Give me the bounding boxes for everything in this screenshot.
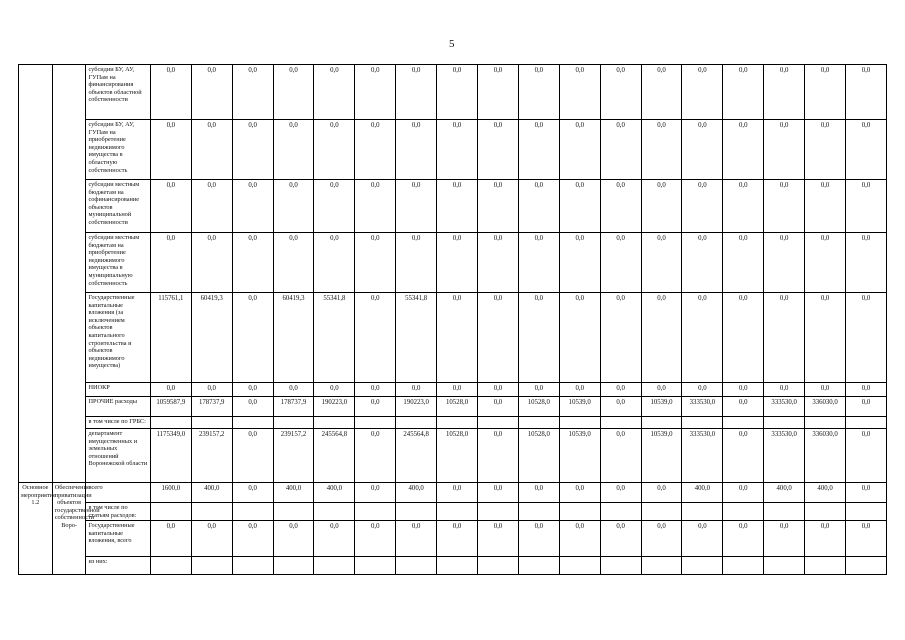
- value-cell: 400,0: [314, 483, 355, 503]
- value-cell: 0,0: [641, 293, 682, 383]
- value-cell: 0,0: [764, 521, 805, 557]
- value-cell: [723, 557, 764, 575]
- value-cell: 10539,0: [559, 397, 600, 417]
- value-cell: 0,0: [478, 65, 519, 120]
- value-cell: 0,0: [150, 180, 191, 233]
- empty-merged-cell: [52, 65, 86, 483]
- value-cell: 0,0: [600, 483, 641, 503]
- value-cell: 0,0: [437, 65, 478, 120]
- value-cell: 0,0: [846, 65, 887, 120]
- row-label: субсидии БУ, АУ, ГУПам на финансирования объектов областной собственности: [86, 65, 150, 120]
- value-cell: 0,0: [723, 383, 764, 397]
- row-label: в том числе по ГРБС:: [86, 417, 150, 429]
- value-cell: [682, 503, 723, 521]
- value-cell: 10539,0: [559, 429, 600, 483]
- value-cell: [723, 417, 764, 429]
- value-cell: 0,0: [559, 120, 600, 180]
- value-cell: 0,0: [764, 233, 805, 293]
- value-cell: 0,0: [559, 521, 600, 557]
- value-cell: 400,0: [682, 483, 723, 503]
- value-cell: 400,0: [805, 483, 846, 503]
- value-cell: 0,0: [232, 521, 273, 557]
- value-cell: 0,0: [437, 180, 478, 233]
- value-cell: 0,0: [518, 120, 559, 180]
- value-cell: 1059587,9: [150, 397, 191, 417]
- value-cell: 333530,0: [682, 397, 723, 417]
- value-cell: 0,0: [600, 397, 641, 417]
- value-cell: 0,0: [641, 233, 682, 293]
- value-cell: 0,0: [846, 429, 887, 483]
- value-cell: 0,0: [232, 397, 273, 417]
- value-cell: 190223,0: [396, 397, 437, 417]
- value-cell: 0,0: [764, 65, 805, 120]
- value-cell: [150, 557, 191, 575]
- value-cell: 239157,2: [273, 429, 314, 483]
- value-cell: 0,0: [682, 65, 723, 120]
- value-cell: 239157,2: [191, 429, 232, 483]
- row-label: из них:: [86, 557, 150, 575]
- value-cell: [559, 417, 600, 429]
- value-cell: 178737,9: [191, 397, 232, 417]
- value-cell: 0,0: [273, 383, 314, 397]
- value-cell: 0,0: [518, 521, 559, 557]
- value-cell: 0,0: [723, 65, 764, 120]
- activity-label: Основное мероприятие 1.2: [19, 483, 53, 575]
- value-cell: 10528,0: [518, 397, 559, 417]
- activity-name: Обеспечение приватизации объектов государственной собственности Воро-: [52, 483, 86, 575]
- value-cell: 0,0: [437, 483, 478, 503]
- value-cell: [600, 557, 641, 575]
- value-cell: [273, 557, 314, 575]
- value-cell: 10528,0: [518, 429, 559, 483]
- value-cell: [232, 557, 273, 575]
- value-cell: 245564,8: [396, 429, 437, 483]
- value-cell: [518, 503, 559, 521]
- value-cell: 0,0: [437, 233, 478, 293]
- value-cell: 0,0: [355, 521, 396, 557]
- value-cell: 0,0: [355, 483, 396, 503]
- value-cell: 10539,0: [641, 429, 682, 483]
- value-cell: 0,0: [437, 120, 478, 180]
- value-cell: [314, 503, 355, 521]
- value-cell: 0,0: [846, 521, 887, 557]
- table-row: [19, 233, 887, 293]
- value-cell: 0,0: [559, 483, 600, 503]
- value-cell: [764, 557, 805, 575]
- value-cell: 0,0: [723, 397, 764, 417]
- table-row: [19, 65, 887, 120]
- value-cell: 0,0: [478, 429, 519, 483]
- value-cell: [191, 417, 232, 429]
- value-cell: 0,0: [723, 120, 764, 180]
- value-cell: 0,0: [641, 383, 682, 397]
- value-cell: [150, 503, 191, 521]
- value-cell: 0,0: [559, 293, 600, 383]
- value-cell: 0,0: [355, 429, 396, 483]
- value-cell: [518, 557, 559, 575]
- row-label: в том числе по статьям расходов:: [86, 503, 150, 521]
- value-cell: 0,0: [314, 65, 355, 120]
- value-cell: [273, 417, 314, 429]
- value-cell: 178737,9: [273, 397, 314, 417]
- value-cell: 0,0: [396, 180, 437, 233]
- value-cell: 0,0: [273, 65, 314, 120]
- value-cell: 0,0: [232, 483, 273, 503]
- value-cell: 0,0: [846, 397, 887, 417]
- value-cell: 0,0: [641, 180, 682, 233]
- value-cell: 55341,8: [396, 293, 437, 383]
- value-cell: 0,0: [846, 233, 887, 293]
- row-label: субсидии местным бюджетам на софинансирование объектов муниципальной собственности: [86, 180, 150, 233]
- value-cell: 115761,1: [150, 293, 191, 383]
- value-cell: [396, 503, 437, 521]
- value-cell: 55341,8: [314, 293, 355, 383]
- table-row: [19, 521, 887, 557]
- value-cell: 0,0: [559, 65, 600, 120]
- value-cell: 0,0: [232, 383, 273, 397]
- value-cell: 0,0: [846, 383, 887, 397]
- value-cell: 0,0: [682, 293, 723, 383]
- value-cell: 0,0: [273, 180, 314, 233]
- value-cell: 0,0: [559, 383, 600, 397]
- value-cell: 0,0: [805, 180, 846, 233]
- value-cell: [559, 503, 600, 521]
- value-cell: 0,0: [150, 521, 191, 557]
- value-cell: [314, 557, 355, 575]
- value-cell: 0,0: [150, 233, 191, 293]
- value-cell: 0,0: [478, 397, 519, 417]
- value-cell: 0,0: [846, 120, 887, 180]
- value-cell: 0,0: [355, 383, 396, 397]
- value-cell: 0,0: [355, 397, 396, 417]
- value-cell: 0,0: [682, 383, 723, 397]
- value-cell: [846, 417, 887, 429]
- value-cell: [805, 417, 846, 429]
- value-cell: 0,0: [723, 521, 764, 557]
- value-cell: 0,0: [232, 429, 273, 483]
- value-cell: 0,0: [232, 65, 273, 120]
- value-cell: [478, 417, 519, 429]
- value-cell: [518, 417, 559, 429]
- row-label: всего: [86, 483, 150, 503]
- value-cell: 0,0: [314, 120, 355, 180]
- value-cell: [682, 557, 723, 575]
- value-cell: [232, 417, 273, 429]
- value-cell: 0,0: [518, 65, 559, 120]
- empty-merged-cell: [19, 65, 53, 483]
- value-cell: [764, 503, 805, 521]
- value-cell: 0,0: [600, 65, 641, 120]
- value-cell: 0,0: [805, 65, 846, 120]
- value-cell: [805, 557, 846, 575]
- value-cell: 0,0: [314, 180, 355, 233]
- value-cell: 0,0: [396, 65, 437, 120]
- value-cell: 0,0: [191, 120, 232, 180]
- value-cell: 0,0: [518, 180, 559, 233]
- value-cell: [396, 557, 437, 575]
- row-label: ПРОЧИЕ расходы: [86, 397, 150, 417]
- value-cell: 0,0: [273, 120, 314, 180]
- value-cell: 0,0: [805, 293, 846, 383]
- value-cell: 333530,0: [682, 429, 723, 483]
- value-cell: [355, 557, 396, 575]
- value-cell: 0,0: [600, 293, 641, 383]
- value-cell: 0,0: [518, 293, 559, 383]
- value-cell: 10528,0: [437, 397, 478, 417]
- value-cell: 0,0: [191, 180, 232, 233]
- value-cell: 0,0: [723, 483, 764, 503]
- value-cell: 0,0: [600, 120, 641, 180]
- value-cell: 0,0: [559, 233, 600, 293]
- value-cell: 0,0: [314, 521, 355, 557]
- value-cell: 1600,0: [150, 483, 191, 503]
- table-row: [19, 383, 887, 397]
- row-label: субсидии БУ, АУ, ГУПам на приобретение недвижимого имущества в областную собственность: [86, 120, 150, 180]
- value-cell: 0,0: [150, 120, 191, 180]
- value-cell: 0,0: [273, 233, 314, 293]
- row-label: департамент имущественных и земельных отношений Воронежской области: [86, 429, 150, 483]
- value-cell: 0,0: [478, 180, 519, 233]
- value-cell: [437, 503, 478, 521]
- value-cell: 0,0: [437, 383, 478, 397]
- value-cell: 0,0: [682, 233, 723, 293]
- value-cell: [478, 557, 519, 575]
- value-cell: [682, 417, 723, 429]
- value-cell: 0,0: [478, 293, 519, 383]
- value-cell: [723, 503, 764, 521]
- value-cell: 0,0: [600, 383, 641, 397]
- value-cell: 0,0: [355, 65, 396, 120]
- value-cell: 0,0: [191, 65, 232, 120]
- value-cell: [600, 417, 641, 429]
- value-cell: [846, 557, 887, 575]
- value-cell: 0,0: [641, 120, 682, 180]
- table-row: [19, 503, 887, 521]
- value-cell: 0,0: [150, 383, 191, 397]
- table-row: [19, 397, 887, 417]
- value-cell: 0,0: [191, 233, 232, 293]
- value-cell: 10539,0: [641, 397, 682, 417]
- value-cell: 0,0: [764, 293, 805, 383]
- value-cell: 333530,0: [764, 429, 805, 483]
- row-label: субсидии местным бюджетам на приобретение недвижимого имущества в муниципальную собственность: [86, 233, 150, 293]
- value-cell: 0,0: [518, 483, 559, 503]
- value-cell: 0,0: [723, 429, 764, 483]
- value-cell: 0,0: [600, 429, 641, 483]
- value-cell: [191, 557, 232, 575]
- value-cell: [150, 417, 191, 429]
- value-cell: 0,0: [355, 233, 396, 293]
- value-cell: [478, 503, 519, 521]
- value-cell: 0,0: [518, 233, 559, 293]
- table-row: [19, 180, 887, 233]
- value-cell: 10528,0: [437, 429, 478, 483]
- value-cell: [559, 557, 600, 575]
- value-cell: 0,0: [600, 180, 641, 233]
- value-cell: 1175349,0: [150, 429, 191, 483]
- value-cell: 0,0: [437, 521, 478, 557]
- value-cell: 400,0: [273, 483, 314, 503]
- value-cell: 0,0: [478, 383, 519, 397]
- value-cell: 0,0: [805, 383, 846, 397]
- value-cell: 0,0: [805, 120, 846, 180]
- table-row: [19, 483, 887, 503]
- value-cell: 0,0: [805, 233, 846, 293]
- value-cell: 0,0: [846, 483, 887, 503]
- value-cell: 0,0: [355, 120, 396, 180]
- budget-table: [18, 64, 887, 575]
- value-cell: 0,0: [232, 233, 273, 293]
- value-cell: 0,0: [805, 521, 846, 557]
- value-cell: 400,0: [191, 483, 232, 503]
- value-cell: 0,0: [478, 483, 519, 503]
- value-cell: [805, 503, 846, 521]
- table-row: [19, 120, 887, 180]
- value-cell: [641, 557, 682, 575]
- value-cell: 0,0: [600, 521, 641, 557]
- value-cell: [273, 503, 314, 521]
- value-cell: 0,0: [764, 180, 805, 233]
- value-cell: 0,0: [641, 483, 682, 503]
- value-cell: [314, 417, 355, 429]
- value-cell: 190223,0: [314, 397, 355, 417]
- value-cell: 0,0: [396, 233, 437, 293]
- value-cell: [764, 417, 805, 429]
- value-cell: 0,0: [682, 521, 723, 557]
- value-cell: 400,0: [764, 483, 805, 503]
- value-cell: 0,0: [273, 521, 314, 557]
- value-cell: 0,0: [396, 383, 437, 397]
- value-cell: 0,0: [846, 293, 887, 383]
- value-cell: [232, 503, 273, 521]
- value-cell: 0,0: [478, 521, 519, 557]
- value-cell: 0,0: [437, 293, 478, 383]
- value-cell: [191, 503, 232, 521]
- value-cell: 0,0: [355, 293, 396, 383]
- table-row: [19, 429, 887, 483]
- value-cell: 400,0: [396, 483, 437, 503]
- value-cell: 0,0: [764, 383, 805, 397]
- value-cell: 60419,3: [191, 293, 232, 383]
- value-cell: 0,0: [682, 180, 723, 233]
- value-cell: 336030,0: [805, 429, 846, 483]
- value-cell: 0,0: [396, 120, 437, 180]
- value-cell: [641, 503, 682, 521]
- value-cell: 0,0: [232, 120, 273, 180]
- value-cell: [600, 503, 641, 521]
- value-cell: [437, 417, 478, 429]
- value-cell: 0,0: [600, 233, 641, 293]
- value-cell: 0,0: [191, 383, 232, 397]
- value-cell: 0,0: [723, 293, 764, 383]
- value-cell: 0,0: [478, 120, 519, 180]
- value-cell: 0,0: [150, 65, 191, 120]
- value-cell: [355, 417, 396, 429]
- page-number: 5: [449, 38, 455, 50]
- value-cell: [641, 417, 682, 429]
- row-label: Государственные капитальные вложения, всего: [86, 521, 150, 557]
- value-cell: 0,0: [682, 120, 723, 180]
- value-cell: 60419,3: [273, 293, 314, 383]
- value-cell: 0,0: [641, 521, 682, 557]
- value-cell: 336030,0: [805, 397, 846, 417]
- value-cell: 0,0: [355, 180, 396, 233]
- value-cell: [396, 417, 437, 429]
- value-cell: 333530,0: [764, 397, 805, 417]
- value-cell: 0,0: [723, 233, 764, 293]
- value-cell: 0,0: [559, 180, 600, 233]
- value-cell: 245564,8: [314, 429, 355, 483]
- value-cell: 0,0: [232, 180, 273, 233]
- value-cell: [846, 503, 887, 521]
- value-cell: 0,0: [396, 521, 437, 557]
- value-cell: 0,0: [764, 120, 805, 180]
- value-cell: 0,0: [478, 233, 519, 293]
- value-cell: 0,0: [191, 521, 232, 557]
- row-label: НИОКР: [86, 383, 150, 397]
- value-cell: 0,0: [723, 180, 764, 233]
- value-cell: 0,0: [641, 65, 682, 120]
- table-row: [19, 417, 887, 429]
- value-cell: [437, 557, 478, 575]
- table-row: [19, 293, 887, 383]
- value-cell: 0,0: [314, 233, 355, 293]
- row-label: Государственные капитальные вложения (за исключением объектов капитального строительства и объектов недвижимого имущества): [86, 293, 150, 383]
- value-cell: 0,0: [314, 383, 355, 397]
- table-row: [19, 557, 887, 575]
- value-cell: 0,0: [232, 293, 273, 383]
- value-cell: [355, 503, 396, 521]
- value-cell: 0,0: [518, 383, 559, 397]
- value-cell: 0,0: [846, 180, 887, 233]
